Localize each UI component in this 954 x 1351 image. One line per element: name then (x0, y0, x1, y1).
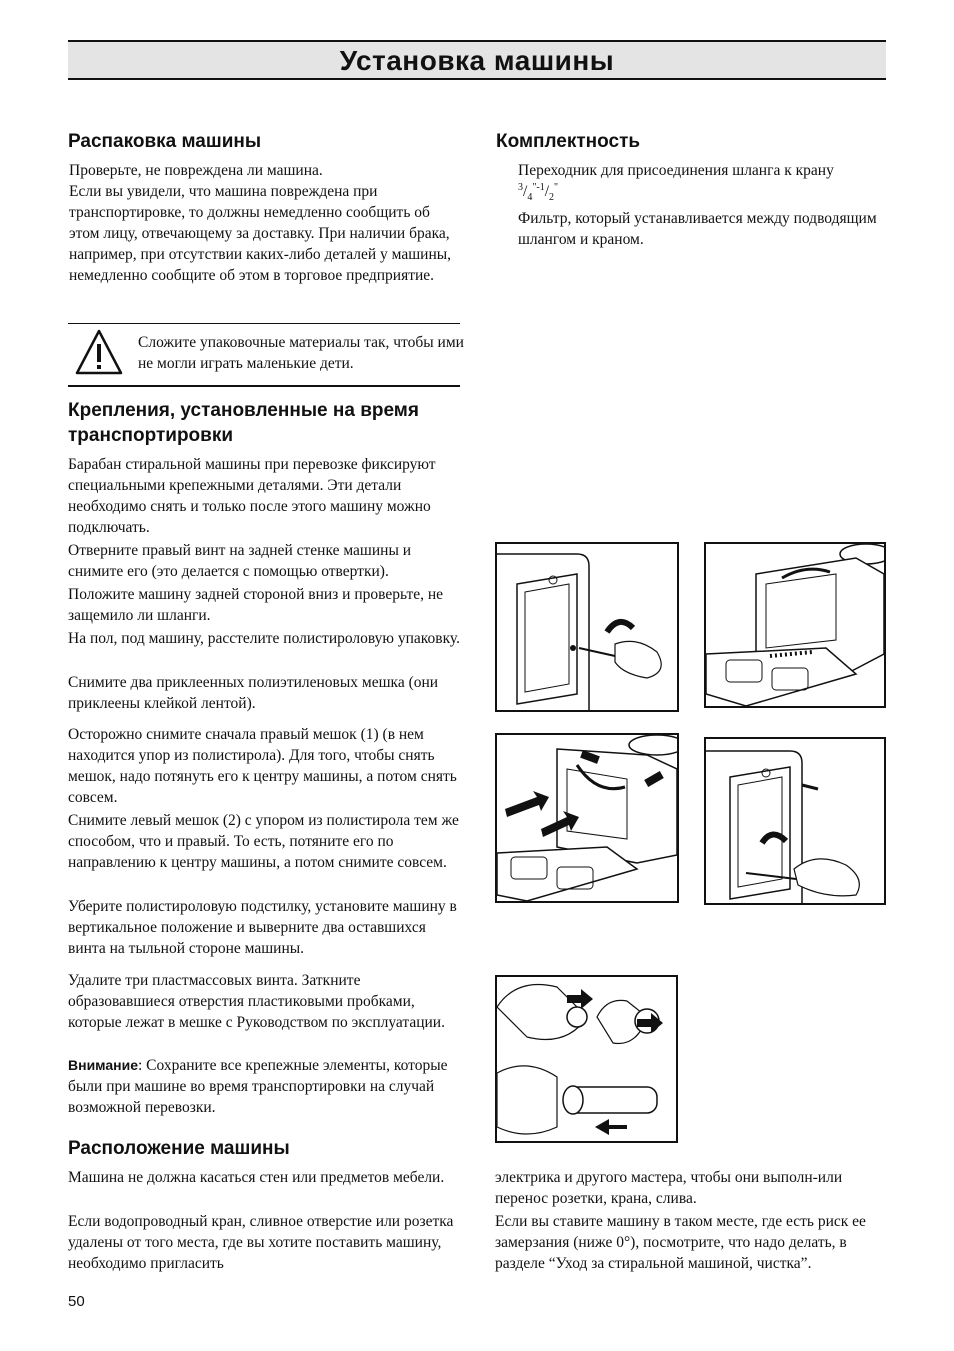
figure-remaining-screws (704, 737, 886, 905)
location-p3: электрика и другого мастера, чтобы они выполн-или перенос розетки, крана, слива. (495, 1169, 843, 1207)
transport-p4: На пол, под машину, расстелите полистироловую упаковку. (68, 630, 461, 647)
kit-size-num1: 3 (518, 181, 523, 193)
figure-plastic-screws (495, 975, 678, 1143)
figure-remove-bags (495, 733, 679, 903)
kit-size-den1: 4 (527, 192, 533, 204)
remove-bags-illustration (497, 735, 677, 901)
kit-size-end: " (554, 181, 559, 193)
location-p2: Если водопроводный кран, сливное отверстие или розетка удалены от того места, где вы хотите поставить машину, необходимо пригласить (68, 1213, 454, 1272)
attention-paragraph (68, 1055, 463, 1118)
kit-size-mid: "- (532, 181, 540, 193)
transport-p7: Снимите левый мешок (2) с упором из полистирола тем же способом, что и правый. То есть, потяните его по направлению к центру машины, а потом снимите совсем. (68, 812, 459, 871)
attention-text: : Сохраните все крепежные элементы, которые были при машине во время транспортировки на случай возможной перевозки. (68, 1057, 448, 1116)
location-p1: Машина не должна касаться стен или предметов мебели. (68, 1169, 445, 1186)
kit-item-1-text: Переходник для присоединения шланга к крану (518, 162, 834, 179)
warning-text: Сложите упаковочные материалы так, чтобы ими не могли играть маленькие дети. (138, 334, 464, 372)
title-bar (68, 40, 886, 80)
page-title: Установка машины (339, 45, 615, 76)
unpacking-text: Проверьте, не повреждена ли машина. Если вы увидели, что машина повреждена при транспортировке, то должны немедленно сообщить об этом лицу, отвечающему за доставку. При наличии брака, например, при отсутствии каких-либо деталей у машины, немедленно сообщите об этом в торговое предприятие. (69, 162, 452, 284)
kit-size-num2: 1 (539, 181, 545, 193)
remaining-screws-illustration (706, 739, 884, 903)
page-number: 50 (68, 1293, 85, 1310)
rear-screw-illustration (497, 544, 677, 710)
warning-triangle-icon (74, 328, 124, 376)
transport-p5: Снимите два приклеенных полиэтиленовых мешка (они приклеены клейкой лентой). (68, 674, 439, 712)
transport-p8: Уберите полистироловую подстилку, установите машину в вертикальное положение и выверните два оставшихся винта на тыльной стороне машины. (68, 898, 457, 957)
plastic-screws-illustration (497, 977, 676, 1141)
transport-heading: Крепления, установленные на время транспортировки (68, 400, 419, 446)
kit-size-den2: 2 (549, 192, 555, 204)
transport-p9: Удалите три пластмассовых винта. Заткните образовавшиеся отверстия пластиковыми пробками, которые лежат в мешке с Руководством по эксплуатации. (68, 972, 445, 1031)
transport-p1: Барабан стиральной машины при перевозке фиксируют специальными крепежными деталями. Эти детали необходимо снять и только после этого машину можно подключать. (68, 456, 436, 536)
transport-p3: Положите машину задней стороной вниз и проверьте, не защемило ли шланги. (68, 586, 444, 624)
attention-label: Внимание (68, 1057, 138, 1073)
warning-box (68, 323, 464, 387)
transport-p2: Отверните правый винт на задней стенке машины и снимите его (это делается с помощью отвертки). (68, 542, 412, 580)
figure-rear-screw-removal (495, 542, 679, 712)
unpacking-heading: Распаковка машины (68, 131, 262, 152)
figure-machine-on-back (704, 542, 886, 708)
location-p4: Если вы ставите машину в таком месте, где есть риск ее замерзания (ниже 0°), посмотрите, что надо делать, в разделе “Уход за стиральной машиной, чистка”. (495, 1213, 866, 1272)
kit-item-1: Переходник для присоединения шланга к крану $^3/_4^{"-1}/_2^"$ (518, 162, 834, 204)
transport-p6: Осторожно снимите сначала правый мешок (1) (в нем находится упор из полистирола). Для того, чтобы снять мешок, надо потянуть его к центру машины, а потом снять совсем. (68, 726, 457, 806)
kit-item-2: Фильтр, который устанавливается между подводящим шлангом и краном. (518, 210, 877, 248)
machine-on-back-illustration (706, 544, 884, 706)
location-heading: Расположение машины (68, 1138, 290, 1159)
kit-heading: Комплектность (496, 131, 641, 152)
